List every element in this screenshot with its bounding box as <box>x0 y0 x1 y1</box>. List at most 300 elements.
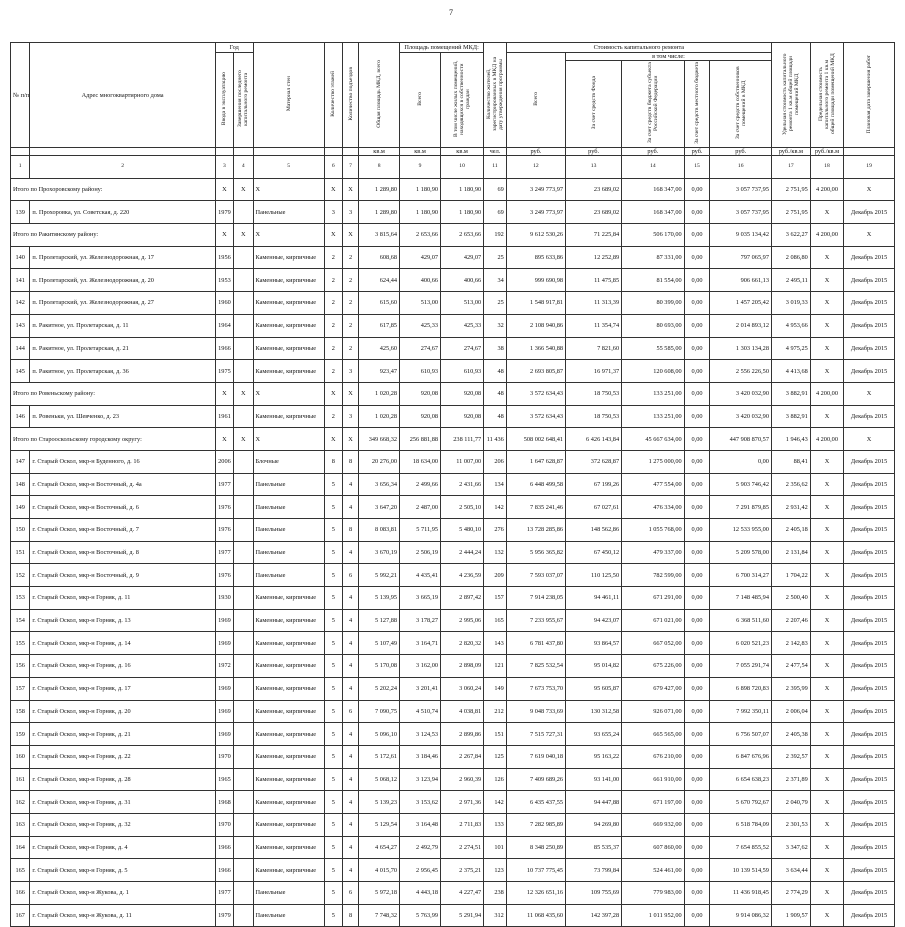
cost-fund: 93 655,24 <box>566 723 622 746</box>
area-resident: 5 291,94 <box>441 904 484 927</box>
cost-total: 7 914 238,05 <box>506 587 565 610</box>
entrances: 3 <box>342 201 358 224</box>
floors: 2 <box>324 405 342 428</box>
table-row <box>11 201 895 224</box>
row-address: г. Старый Оскол, мкр-н Жукова, д. 1 <box>30 882 215 905</box>
cost-owners: 10 139 514,59 <box>710 859 771 882</box>
max-cost: X <box>810 405 843 428</box>
cost-regional: 607 860,00 <box>622 836 685 859</box>
year-built: 1970 <box>215 745 233 768</box>
table-row <box>11 632 895 655</box>
total-area: 617,85 <box>359 314 400 337</box>
wall-material: Каменные, кирпичные <box>253 609 324 632</box>
cost-local: 0,00 <box>684 314 710 337</box>
area-resident: 920,08 <box>441 405 484 428</box>
row-number: 146 <box>11 405 30 428</box>
total-area: 4 654,27 <box>359 836 400 859</box>
row-address: г. Старый Оскол, мкр-н Восточный, д. 6 <box>30 496 215 519</box>
cost-local: 0,00 <box>684 269 710 292</box>
entrances: 4 <box>342 813 358 836</box>
unit-cost: 2 086,80 <box>771 246 810 269</box>
planned-date: Декабрь 2015 <box>844 836 895 859</box>
unit-cost: 2 301,53 <box>771 813 810 836</box>
unit-cost: 2 371,89 <box>771 768 810 791</box>
floors: 5 <box>324 564 342 587</box>
table-row <box>11 882 895 905</box>
year-built: 1969 <box>215 609 233 632</box>
max-cost: X <box>810 246 843 269</box>
total-area: 3 815,64 <box>359 224 400 247</box>
row-number: 158 <box>11 700 30 723</box>
wall-material: Панельные <box>253 201 324 224</box>
unit-cost: 2 040,79 <box>771 791 810 814</box>
header-num: № п/п <box>11 43 30 148</box>
area-total: 274,67 <box>400 337 441 360</box>
year-repair: X <box>234 178 253 201</box>
cost-local: 0,00 <box>684 178 710 201</box>
residents: 101 <box>484 836 507 859</box>
year-repair <box>234 292 253 315</box>
planned-date: Декабрь 2015 <box>844 496 895 519</box>
table-row <box>11 655 895 678</box>
wall-material: Панельные <box>253 541 324 564</box>
cost-regional: 675 226,00 <box>622 655 685 678</box>
residents: 276 <box>484 519 507 542</box>
floors: X <box>324 224 342 247</box>
cost-total: 1 647 628,87 <box>506 450 565 473</box>
header-fund: За счет средств Фонда <box>590 76 597 130</box>
area-total: 400,66 <box>400 269 441 292</box>
year-repair: X <box>234 224 253 247</box>
entrances: 4 <box>342 496 358 519</box>
max-cost: 4 200,00 <box>810 382 843 405</box>
area-total: 256 881,88 <box>400 428 441 451</box>
table-row <box>11 677 895 700</box>
cost-local: 0,00 <box>684 882 710 905</box>
cost-local: 0,00 <box>684 246 710 269</box>
cost-regional: 671 291,00 <box>622 587 685 610</box>
cost-owners: 3 057 737,95 <box>710 178 771 201</box>
cost-owners: 12 533 955,00 <box>710 519 771 542</box>
max-cost: X <box>810 632 843 655</box>
unit-cost: 2 774,29 <box>771 882 810 905</box>
cost-local: 0,00 <box>684 655 710 678</box>
cost-local: 0,00 <box>684 428 710 451</box>
cost-regional: 676 210,00 <box>622 745 685 768</box>
cost-total: 2 693 805,87 <box>506 360 565 383</box>
row-address: г. Старый Оскол, мкр-н Горняк, д. 32 <box>30 813 215 836</box>
entrances: 4 <box>342 859 358 882</box>
row-address: г. Старый Оскол, мкр-н Восточный, д. 4а <box>30 473 215 496</box>
cost-fund: 73 799,84 <box>566 859 622 882</box>
cost-local: 0,00 <box>684 541 710 564</box>
wall-material: Каменные, кирпичные <box>253 768 324 791</box>
unit-cell: кв.м <box>359 148 400 156</box>
unit-cost: 3 622,27 <box>771 224 810 247</box>
wall-material: Блочные <box>253 450 324 473</box>
cost-owners: 2 556 226,50 <box>710 360 771 383</box>
floors: 5 <box>324 859 342 882</box>
cost-regional: 926 071,00 <box>622 700 685 723</box>
subtotal-label: Итого по Старооскольскому городскому округу: <box>11 428 216 451</box>
total-area: 349 668,32 <box>359 428 400 451</box>
year-built: 1970 <box>215 813 233 836</box>
header-year-group: Год <box>215 43 253 53</box>
cost-owners: 7 654 855,52 <box>710 836 771 859</box>
floors: 5 <box>324 519 342 542</box>
cost-local: 0,00 <box>684 904 710 927</box>
year-built: X <box>215 224 233 247</box>
cost-fund: 93 864,57 <box>566 632 622 655</box>
header-entrances: Количество подъездов <box>347 67 354 121</box>
cost-fund: 11 475,85 <box>566 269 622 292</box>
row-number: 147 <box>11 450 30 473</box>
area-resident: 4 236,59 <box>441 564 484 587</box>
residents: 126 <box>484 768 507 791</box>
row-number: 142 <box>11 292 30 315</box>
cost-regional: 1 275 000,00 <box>622 450 685 473</box>
wall-material: X <box>253 382 324 405</box>
column-index: 16 <box>710 156 771 179</box>
cost-regional: 120 608,00 <box>622 360 685 383</box>
row-address: г. Старый Оскол, мкр-н Горняк, д. 14 <box>30 632 215 655</box>
planned-date: Декабрь 2015 <box>844 632 895 655</box>
floors: X <box>324 178 342 201</box>
unit-cell: кв.м <box>400 148 441 156</box>
entrances: 4 <box>342 768 358 791</box>
area-total: 3 184,46 <box>400 745 441 768</box>
total-area: 7 748,32 <box>359 904 400 927</box>
year-repair <box>234 745 253 768</box>
residents: 125 <box>484 745 507 768</box>
row-number: 154 <box>11 609 30 632</box>
area-resident: 3 060,24 <box>441 677 484 700</box>
unit-cost: 4 975,25 <box>771 337 810 360</box>
cost-local: 0,00 <box>684 473 710 496</box>
cost-total: 7 515 727,31 <box>506 723 565 746</box>
entrances: 4 <box>342 632 358 655</box>
residents: 151 <box>484 723 507 746</box>
year-repair <box>234 836 253 859</box>
entrances: 6 <box>342 700 358 723</box>
area-total: 3 124,53 <box>400 723 441 746</box>
cost-total: 5 956 365,82 <box>506 541 565 564</box>
max-cost: X <box>810 269 843 292</box>
header-year-repair: Завершения последнего капитального ремонта <box>237 70 250 128</box>
planned-date: Декабрь 2015 <box>844 723 895 746</box>
cost-fund: 94 461,11 <box>566 587 622 610</box>
cost-total: 3 572 634,43 <box>506 382 565 405</box>
cost-regional: 80 399,00 <box>622 292 685 315</box>
max-cost: X <box>810 882 843 905</box>
max-cost: X <box>810 292 843 315</box>
wall-material: Каменные, кирпичные <box>253 745 324 768</box>
planned-date: Декабрь 2015 <box>844 450 895 473</box>
cost-fund: 23 689,02 <box>566 201 622 224</box>
cost-fund: 94 423,07 <box>566 609 622 632</box>
total-area: 608,68 <box>359 246 400 269</box>
entrances: 4 <box>342 609 358 632</box>
total-area: 20 276,00 <box>359 450 400 473</box>
year-built: 1979 <box>215 201 233 224</box>
planned-date: Декабрь 2015 <box>844 791 895 814</box>
area-total: 2 653,66 <box>400 224 441 247</box>
entrances: 4 <box>342 473 358 496</box>
header-planned-date: Плановая дата завершения работ <box>866 54 873 134</box>
cost-regional: 45 667 634,00 <box>622 428 685 451</box>
cost-regional: 669 932,00 <box>622 813 685 836</box>
unit-cell: кв.м <box>441 148 484 156</box>
cost-regional: 133 251,00 <box>622 405 685 428</box>
cost-owners: 11 436 918,45 <box>710 882 771 905</box>
floors: 2 <box>324 337 342 360</box>
cost-owners: 3 420 032,90 <box>710 382 771 405</box>
cost-owners: 7 291 879,85 <box>710 496 771 519</box>
unit-cell: руб. <box>684 148 710 156</box>
floors: 5 <box>324 791 342 814</box>
total-area: 5 107,49 <box>359 632 400 655</box>
entrances: X <box>342 382 358 405</box>
year-repair <box>234 882 253 905</box>
unit-cost: 1 704,22 <box>771 564 810 587</box>
cost-total: 7 673 753,70 <box>506 677 565 700</box>
table-row <box>11 813 895 836</box>
unit-cost: 1 909,57 <box>771 904 810 927</box>
max-cost: X <box>810 836 843 859</box>
residents: 48 <box>484 382 507 405</box>
cost-regional: 87 331,00 <box>622 246 685 269</box>
cost-fund: 94 269,80 <box>566 813 622 836</box>
header-cost-group: Стоимость капитального ремонта <box>506 43 771 53</box>
cost-total: 8 348 250,89 <box>506 836 565 859</box>
cost-regional: 679 427,00 <box>622 677 685 700</box>
planned-date: Декабрь 2015 <box>844 677 895 700</box>
year-repair: X <box>234 428 253 451</box>
total-area: 5 139,95 <box>359 587 400 610</box>
planned-date: Декабрь 2015 <box>844 405 895 428</box>
unit-cost: 3 882,91 <box>771 382 810 405</box>
row-number: 153 <box>11 587 30 610</box>
cost-owners: 5 670 792,67 <box>710 791 771 814</box>
table-row <box>11 473 895 496</box>
row-address: г. Старый Оскол, мкр-н Горняк, д. 16 <box>30 655 215 678</box>
row-address: п. Ракитное, ул. Пролетарская, д. 11 <box>30 314 215 337</box>
entrances: 4 <box>342 587 358 610</box>
area-resident: 274,67 <box>441 337 484 360</box>
year-built: 1953 <box>215 269 233 292</box>
entrances: 2 <box>342 314 358 337</box>
table-row <box>11 360 895 383</box>
residents: 25 <box>484 246 507 269</box>
cost-regional: 133 251,00 <box>622 382 685 405</box>
floors: 5 <box>324 677 342 700</box>
row-number: 148 <box>11 473 30 496</box>
year-repair <box>234 496 253 519</box>
year-repair <box>234 655 253 678</box>
row-number: 144 <box>11 337 30 360</box>
wall-material: Панельные <box>253 882 324 905</box>
cost-total: 7 619 040,18 <box>506 745 565 768</box>
cost-total: 3 249 773,97 <box>506 178 565 201</box>
row-number: 141 <box>11 269 30 292</box>
table-header <box>11 43 895 156</box>
unit-cost: 2 751,95 <box>771 178 810 201</box>
wall-material: Каменные, кирпичные <box>253 587 324 610</box>
residents: 142 <box>484 791 507 814</box>
max-cost: X <box>810 564 843 587</box>
cost-regional: 506 170,00 <box>622 224 685 247</box>
area-resident: 2 711,83 <box>441 813 484 836</box>
year-built: 1972 <box>215 655 233 678</box>
cost-local: 0,00 <box>684 564 710 587</box>
unit-cost: 1 946,43 <box>771 428 810 451</box>
year-repair <box>234 564 253 587</box>
residents: 238 <box>484 882 507 905</box>
area-resident: 2 897,42 <box>441 587 484 610</box>
cost-total: 10 737 775,45 <box>506 859 565 882</box>
year-repair <box>234 246 253 269</box>
area-resident: 2 899,86 <box>441 723 484 746</box>
planned-date: X <box>844 428 895 451</box>
planned-date: Декабрь 2015 <box>844 337 895 360</box>
year-repair <box>234 768 253 791</box>
area-total: 3 123,94 <box>400 768 441 791</box>
floors: 5 <box>324 541 342 564</box>
cost-local: 0,00 <box>684 700 710 723</box>
cost-owners: 906 661,13 <box>710 269 771 292</box>
row-number: 163 <box>11 813 30 836</box>
unit-cost: 4 953,66 <box>771 314 810 337</box>
cost-owners: 1 457 205,42 <box>710 292 771 315</box>
cost-owners: 1 303 134,28 <box>710 337 771 360</box>
entrances: 3 <box>342 405 358 428</box>
unit-cost: 2 131,84 <box>771 541 810 564</box>
entrances: 2 <box>342 246 358 269</box>
year-built: X <box>215 382 233 405</box>
row-address: г. Старый Оскол, мкр-н Восточный, д. 8 <box>30 541 215 564</box>
area-total: 3 201,41 <box>400 677 441 700</box>
cost-owners: 6 654 638,23 <box>710 768 771 791</box>
cost-local: 0,00 <box>684 632 710 655</box>
area-resident: 610,93 <box>441 360 484 383</box>
column-index: 2 <box>30 156 215 179</box>
area-total: 4 443,18 <box>400 882 441 905</box>
entrances: 8 <box>342 904 358 927</box>
planned-date: Декабрь 2015 <box>844 655 895 678</box>
cost-owners: 3 420 032,90 <box>710 405 771 428</box>
residents: 209 <box>484 564 507 587</box>
row-address: г. Старый Оскол, мкр-н Восточный, д. 7 <box>30 519 215 542</box>
row-address: г. Старый Оскол, мкр-н Горняк, д. 21 <box>30 723 215 746</box>
unit-cell: руб. <box>566 148 622 156</box>
table-row <box>11 292 895 315</box>
table-row <box>11 405 895 428</box>
planned-date: Декабрь 2015 <box>844 360 895 383</box>
cost-total: 3 249 773,97 <box>506 201 565 224</box>
cost-regional: 168 347,00 <box>622 178 685 201</box>
row-number: 164 <box>11 836 30 859</box>
year-built: 2006 <box>215 450 233 473</box>
cost-total: 7 825 532,54 <box>506 655 565 678</box>
cost-fund: 110 125,50 <box>566 564 622 587</box>
total-area: 1 020,28 <box>359 405 400 428</box>
repair-program-table <box>10 42 895 927</box>
row-address: г. Старый Оскол, мкр-н Горняк, д. 11 <box>30 587 215 610</box>
year-repair <box>234 609 253 632</box>
area-resident: 2 444,24 <box>441 541 484 564</box>
residents: 206 <box>484 450 507 473</box>
cost-local: 0,00 <box>684 382 710 405</box>
area-resident: 2 505,10 <box>441 496 484 519</box>
unit-cost: 2 751,95 <box>771 201 810 224</box>
residents: 69 <box>484 201 507 224</box>
column-index: 5 <box>253 156 324 179</box>
cost-total: 7 409 689,26 <box>506 768 565 791</box>
wall-material: Каменные, кирпичные <box>253 791 324 814</box>
area-total: 513,00 <box>400 292 441 315</box>
total-area: 3 647,20 <box>359 496 400 519</box>
unit-cell: руб./кв.м <box>771 148 810 156</box>
planned-date: X <box>844 382 895 405</box>
planned-date: Декабрь 2015 <box>844 859 895 882</box>
area-total: 2 956,45 <box>400 859 441 882</box>
wall-material: Каменные, кирпичные <box>253 677 324 700</box>
table-row <box>11 450 895 473</box>
column-index: 12 <box>506 156 565 179</box>
row-number: 145 <box>11 360 30 383</box>
subtotal-label: Итого по Ровеньскому району: <box>11 382 216 405</box>
area-total: 2 499,66 <box>400 473 441 496</box>
planned-date: Декабрь 2015 <box>844 700 895 723</box>
header-wall-material: Материал стен <box>285 76 292 112</box>
cost-fund: 11 354,74 <box>566 314 622 337</box>
cost-total: 3 572 634,43 <box>506 405 565 428</box>
cost-owners: 5 903 746,42 <box>710 473 771 496</box>
cost-regional: 55 585,00 <box>622 337 685 360</box>
year-built: 1976 <box>215 496 233 519</box>
table-row <box>11 859 895 882</box>
area-total: 429,07 <box>400 246 441 269</box>
table-row <box>11 541 895 564</box>
cost-fund: 93 141,00 <box>566 768 622 791</box>
planned-date: X <box>844 178 895 201</box>
unit-cost: 3 634,44 <box>771 859 810 882</box>
year-built: 1969 <box>215 723 233 746</box>
entrances: 2 <box>342 269 358 292</box>
row-number: 140 <box>11 246 30 269</box>
cost-total: 895 633,86 <box>506 246 565 269</box>
area-total: 1 180,90 <box>400 178 441 201</box>
area-resident: 2 653,66 <box>441 224 484 247</box>
cost-total: 9 612 530,26 <box>506 224 565 247</box>
table-row <box>11 836 895 859</box>
residents: 149 <box>484 677 507 700</box>
area-resident: 429,07 <box>441 246 484 269</box>
wall-material: Каменные, кирпичные <box>253 859 324 882</box>
year-built: 1977 <box>215 473 233 496</box>
total-area: 5 129,54 <box>359 813 400 836</box>
cost-local: 0,00 <box>684 450 710 473</box>
year-repair <box>234 405 253 428</box>
cost-regional: 477 554,00 <box>622 473 685 496</box>
header-regional: За счет средств бюджета субъекта Российской Федерации <box>646 62 659 144</box>
column-index-row <box>11 156 895 179</box>
cost-local: 0,00 <box>684 791 710 814</box>
floors: 5 <box>324 587 342 610</box>
row-address: п. Пролетарский, ул. Железнодорожная, д. 20 <box>30 269 215 292</box>
cost-regional: 661 910,00 <box>622 768 685 791</box>
year-built: 1961 <box>215 405 233 428</box>
